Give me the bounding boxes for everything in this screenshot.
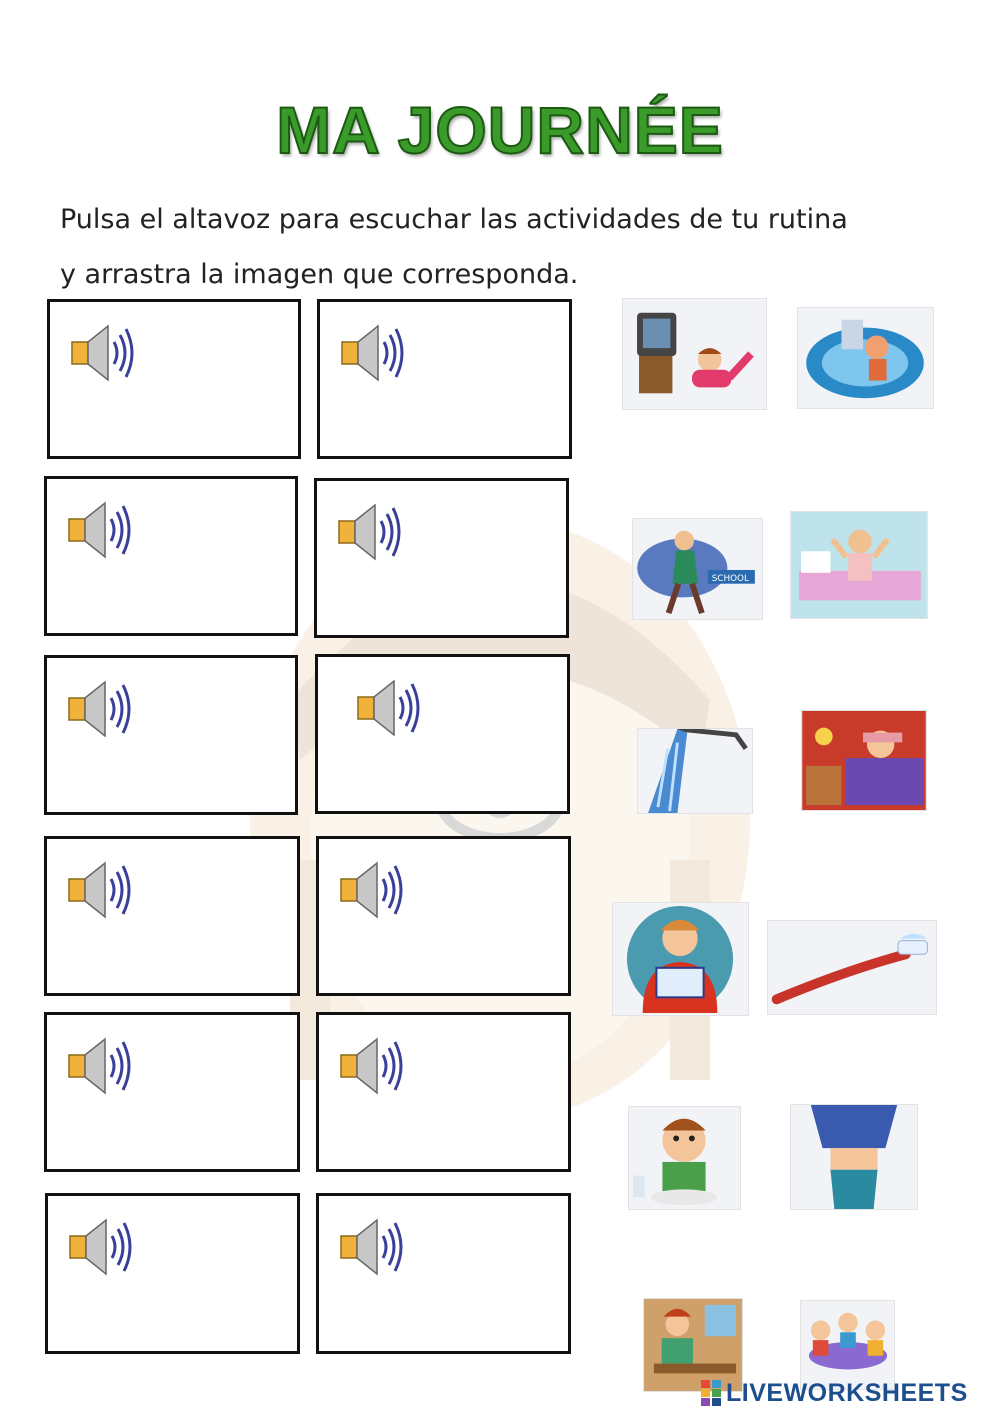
audio-box-1[interactable] [47, 299, 301, 459]
image-toothbrush[interactable] [767, 920, 937, 1015]
image-watching-tv[interactable] [622, 298, 767, 410]
image-reading[interactable] [612, 902, 749, 1016]
instructions [60, 192, 960, 302]
svg-text:SCHOOL: SCHOOL [711, 573, 749, 584]
liveworksheets-logo [700, 1376, 998, 1410]
speaker-icon[interactable] [334, 320, 406, 386]
image-eating-breakfast[interactable] [628, 1106, 741, 1210]
image-taking-a-bath[interactable] [797, 307, 934, 409]
speaker-icon[interactable] [333, 1033, 405, 1099]
audio-box-2[interactable] [317, 299, 572, 459]
speaker-icon[interactable] [350, 675, 422, 741]
instructions-line-2: y arrastra la imagen que corresponda. [60, 259, 579, 290]
speaker-icon[interactable] [62, 1214, 134, 1280]
speaker-icon[interactable] [61, 857, 133, 923]
image-waking-up[interactable] [790, 511, 928, 619]
speaker-icon[interactable] [64, 320, 136, 386]
audio-box-11[interactable] [45, 1193, 300, 1354]
audio-box-8[interactable] [316, 836, 571, 996]
page-title: MA JOURNÉE [276, 93, 724, 167]
image-going-to-school[interactable] [632, 518, 763, 620]
image-going-to-sleep[interactable] [801, 710, 927, 811]
instructions-line-1: Pulsa el altavoz para escuchar las actividades de tu rutina [60, 204, 848, 235]
speaker-icon[interactable] [333, 1214, 405, 1280]
speaker-icon[interactable] [61, 497, 133, 563]
image-taking-a-shower[interactable] [637, 728, 753, 814]
speaker-icon[interactable] [333, 857, 405, 923]
audio-box-3[interactable] [44, 476, 298, 636]
audio-box-4[interactable] [314, 478, 569, 638]
image-getting-dressed[interactable] [790, 1104, 918, 1210]
audio-box-7[interactable] [44, 836, 300, 996]
audio-box-6[interactable] [315, 654, 570, 814]
speaker-icon[interactable] [331, 499, 403, 565]
audio-box-5[interactable] [44, 655, 298, 815]
liveworksheets-logo-text: LIVEWORKSHEETS [726, 1378, 968, 1407]
audio-box-9[interactable] [44, 1012, 300, 1172]
audio-box-10[interactable] [316, 1012, 571, 1172]
speaker-icon[interactable] [61, 676, 133, 742]
liveworksheets-mark-icon [700, 1379, 722, 1407]
audio-box-12[interactable] [316, 1193, 571, 1354]
speaker-icon[interactable] [61, 1033, 133, 1099]
